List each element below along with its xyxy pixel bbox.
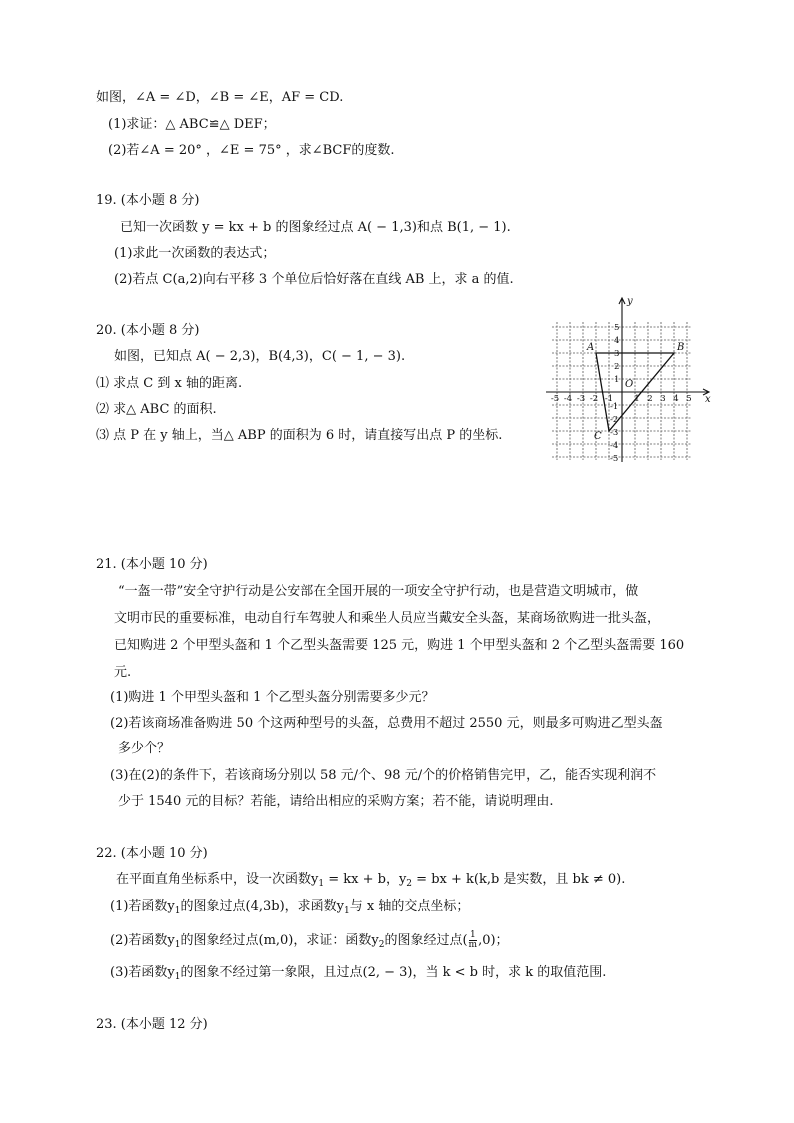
point-b-label: B <box>677 342 685 353</box>
q21-header: 21. (本小题 10 分) <box>96 557 208 572</box>
y-tick-label: 1 <box>614 375 620 385</box>
q21-stem-line4: 元. <box>114 665 132 680</box>
point-c-label: C <box>594 431 602 442</box>
x-tick-label: -3 <box>576 394 586 404</box>
x-axis-label: x <box>705 394 711 405</box>
q19-part1: (1)求此一次函数的表达式； <box>114 246 276 261</box>
y-tick-label: -1 <box>610 402 619 412</box>
q18-part2: (2)若∠A = 20° ，∠E = 75° ，求∠BCF的度数. <box>108 143 395 158</box>
q20-stem: 如图，已知点 A( − 2,3)，B(4,3)，C( − 1, − 3). <box>114 349 406 364</box>
q21-part1: (1)购进 1 个甲型头盔和 1 个乙型头盔分别需要多少元？ <box>110 690 435 705</box>
y-tick-label: 4 <box>614 336 620 346</box>
x-tick-label: 2 <box>647 394 653 404</box>
x-tick-label: -5 <box>550 394 560 404</box>
q19-stem: 已知一次函数 y = kx + b 的图象经过点 A( − 1,3)和点 B(1, − 1). <box>120 220 511 235</box>
q23-header: 23. (本小题 12 分) <box>96 1017 208 1032</box>
q21-part3-line2: 少于 1540 元的目标？若能，请给出相应的采购方案；若不能，请说明理由. <box>118 794 554 809</box>
y-tick-label: -2 <box>610 415 619 425</box>
q21-stem-line2: 文明市民的重要标准，电动自行车驾驶人和乘坐人员应当戴安全头盔，某商场欲购进一批头盔， <box>114 611 661 626</box>
q21-stem-line1: “一盔一带”安全守护行动是公安部在全国开展的一项安全守护行动，也是营造文明城市，做 <box>118 584 639 599</box>
x-tick-label: 4 <box>673 394 679 404</box>
q19-part2: (2)若点 C(a,2)向右平移 3 个单位后恰好落在直线 AB 上，求 a 的值. <box>114 272 514 287</box>
y-tick-label: -5 <box>610 454 619 464</box>
y-tick-label: -3 <box>610 428 619 438</box>
q21-part2-line2: 多少个？ <box>118 741 171 756</box>
x-tick-label: 1 <box>634 394 640 404</box>
q20-header: 20. (本小题 8 分) <box>96 323 200 338</box>
y-tick-label: 2 <box>614 362 620 372</box>
x-tick-label: 5 <box>686 394 692 404</box>
origin-label: O <box>625 379 634 390</box>
fraction-1-over-m: $\frac{1}{m}$ <box>468 930 478 950</box>
y-tick-label: 3 <box>614 349 620 359</box>
q22-part2: (2)若函数$y_1$的图象经过点(m,0)，求证：函数$y_2$的图象经过点( $\frac{1}{m}$ ,0)； <box>110 930 509 950</box>
q21-stem-line3: 已知购进 2 个甲型头盔和 1 个乙型头盔需要 125 元，购进 1 个甲型头盔和 2 个乙型头盔需要 160 <box>114 638 685 653</box>
q22-part3: (3)若函数$y_1$的图象不经过第一象限，且过点(2, − 3)，当 k < b 时，求 k 的取值范围. <box>110 965 607 982</box>
q20-part1: ⑴ 求点 C 到 x 轴的距离. <box>96 376 243 391</box>
x-tick-label: -1 <box>604 394 614 404</box>
q22-stem: 在平面直角坐标系中，设一次函数$y_1$ = kx + b，$y_2$ = bx + k(k,b 是实数，且 bk ≠ 0). <box>116 872 626 889</box>
y-tick-label: -4 <box>610 441 619 451</box>
q20-coordinate-figure <box>540 292 720 468</box>
q20-part2: ⑵ 求△ ABC 的面积. <box>96 402 217 417</box>
x-tick-label: -2 <box>589 394 599 404</box>
q20-part3: ⑶ 点 P 在 y 轴上，当△ ABP 的面积为 6 时，请直接写出点 P 的坐标. <box>96 428 503 443</box>
q18-stem: 如图，∠A = ∠D，∠B = ∠E，AF = CD. <box>96 90 344 105</box>
point-a-label: A <box>587 342 595 353</box>
y-axis-label: y <box>627 296 633 307</box>
q21-part2-line1: (2)若该商场准备购进 50 个这两种型号的头盔，总费用不超过 2550 元，则最多可购进乙型头盔 <box>110 716 663 731</box>
q22-part1: (1)若函数$y_1$的图象过点(4,3b)，求函数$y_1$与 x 轴的交点坐标； <box>110 899 470 916</box>
x-tick-label: 3 <box>660 394 666 404</box>
q19-header: 19. (本小题 8 分) <box>96 193 200 208</box>
q18-part1: (1)求证：△ ABC≌△ DEF； <box>108 117 276 132</box>
y-tick-label: 5 <box>614 323 620 333</box>
x-tick-label: -4 <box>563 394 573 404</box>
q22-header: 22. (本小题 10 分) <box>96 846 208 861</box>
q21-part3-line1: (3)在(2)的条件下，若该商场分别以 58 元/个、98 元/个的价格销售完甲，乙，能否实现利润不 <box>110 768 657 783</box>
